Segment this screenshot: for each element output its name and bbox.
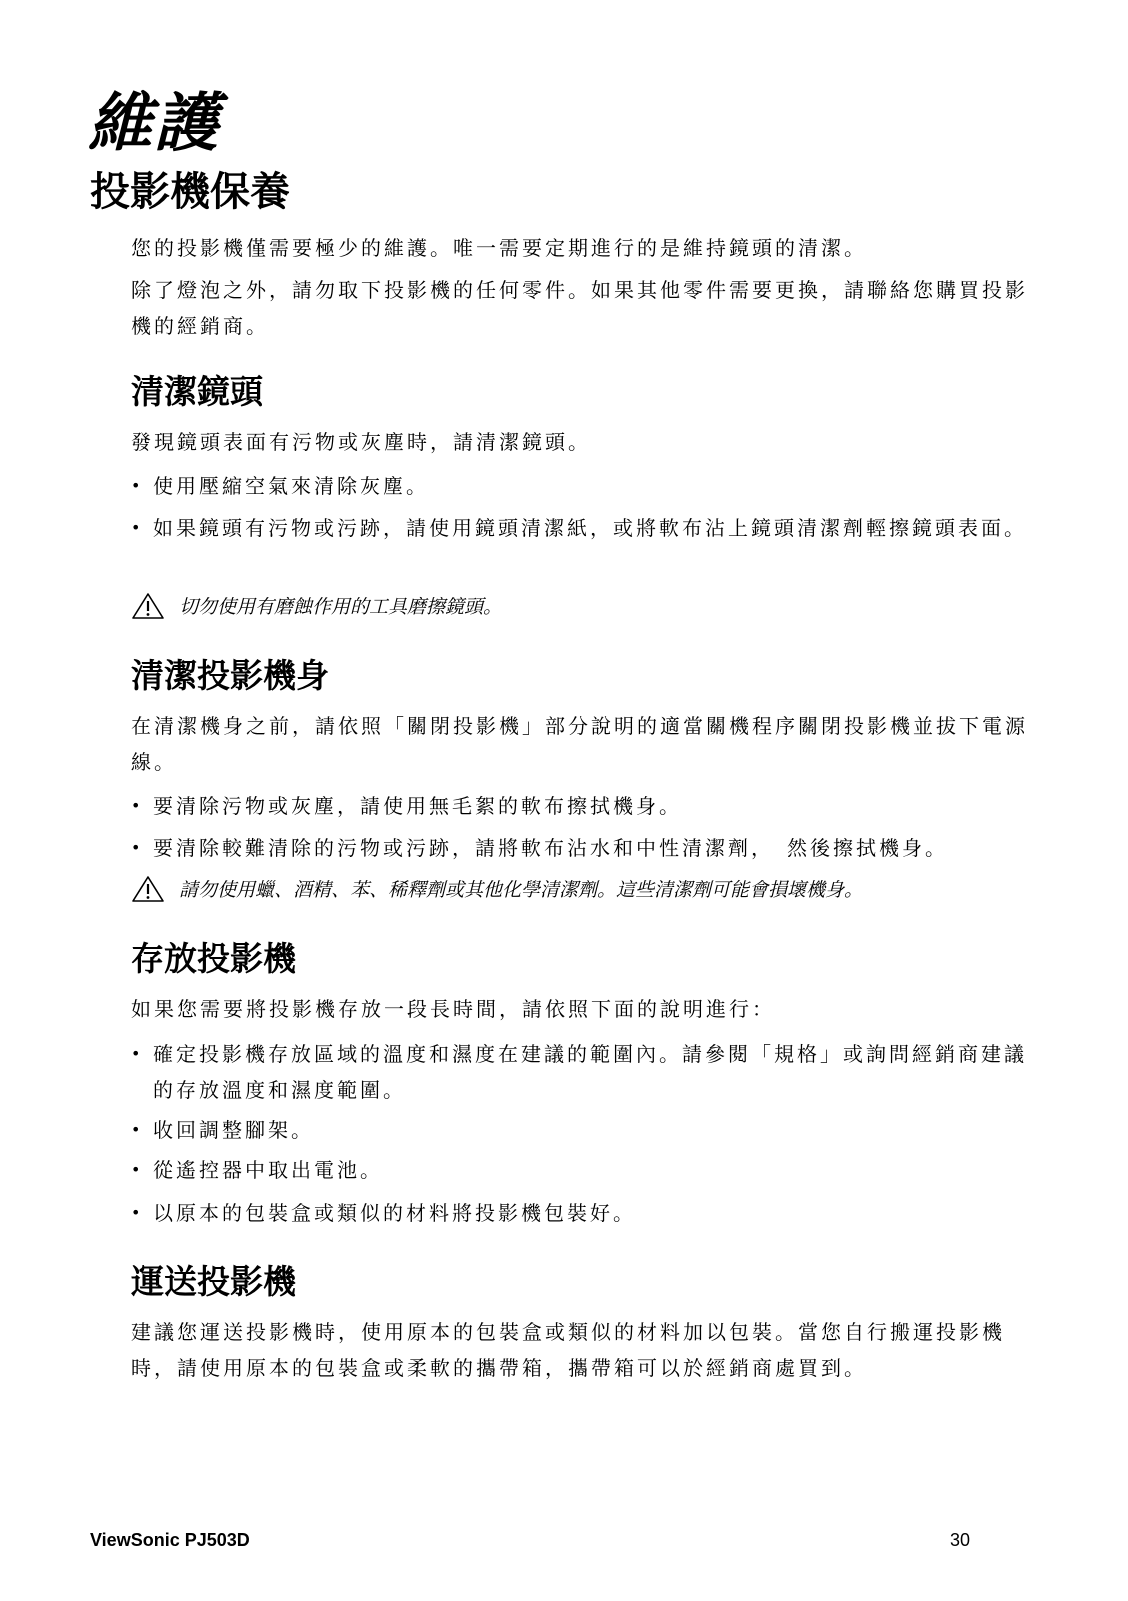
heading-clean-lens: 清潔鏡頭 — [131, 372, 263, 411]
list-item-text: 以原本的包裝盒或類似的材料將投影機包裝好。 — [153, 1201, 636, 1225]
care-paragraph-1: 您的投影機僅需要極少的維護。唯一需要定期進行的是維持鏡頭的清潔。 — [131, 236, 867, 260]
list-item — [131, 468, 1031, 504]
list-item — [131, 1195, 1031, 1231]
warning-text: 切勿使用有磨蝕作用的工具磨擦鏡頭。 — [179, 596, 503, 618]
transport-paragraph: 建議您運送投影機時，使用原本的包裝盒或類似的材料加以包裝。當您自行搬運投影機時，請使用原本的包裝盒或柔軟的攜帶箱，攜帶箱可以於經銷商處買到。 — [131, 1320, 1005, 1380]
page-title: 維護 — [88, 87, 220, 161]
bullet-marker: • — [131, 476, 141, 495]
bullet-marker: • — [131, 1160, 141, 1179]
body-intro: 在清潔機身之前，請依照「關閉投影機」部分說明的適當關機程序關閉投影機並拔下電源線。 — [131, 714, 1028, 774]
list-item — [131, 1112, 1031, 1148]
heading-transport: 運送投影機 — [131, 1262, 296, 1301]
warning-text: 請勿使用蠟、酒精、苯、稀釋劑或其他化學清潔劑。這些清潔劑可能會損壞機身。 — [179, 879, 864, 901]
bullet-marker: • — [131, 838, 141, 857]
storage-intro: 如果您需要將投影機存放一段長時間，請依照下面的說明進行： — [131, 997, 775, 1021]
list-item — [131, 830, 1031, 866]
bullet-marker: • — [131, 1044, 141, 1063]
footer-brand: ViewSonic PJ503D — [90, 1530, 250, 1550]
list-item — [131, 1036, 1031, 1108]
list-item — [131, 788, 1031, 824]
list-item — [131, 510, 1031, 546]
list-item — [131, 1152, 1031, 1188]
warning-triangle-icon — [131, 592, 165, 620]
bullet-marker: • — [131, 796, 141, 815]
bullet-marker: • — [131, 1120, 141, 1139]
list-item-text: 使用壓縮空氣來清除灰塵。 — [153, 474, 429, 498]
care-paragraph-2: 除了燈泡之外，請勿取下投影機的任何零件。如果其他零件需要更換，請聯絡您購買投影機的經銷商。 — [131, 278, 1028, 338]
heading-projector-care: 投影機保養 — [90, 169, 290, 215]
list-item-text: 要清除污物或灰塵，請使用無毛絮的軟布擦拭機身。 — [153, 794, 682, 818]
list-item-text: 收回調整腳架。 — [153, 1118, 314, 1142]
heading-clean-body: 清潔投影機身 — [131, 656, 329, 695]
warning-triangle-icon — [131, 875, 165, 903]
list-item-text: 從遙控器中取出電池。 — [153, 1158, 383, 1182]
page-number: 30 — [950, 1530, 971, 1550]
lens-intro: 發現鏡頭表面有污物或灰塵時，請清潔鏡頭。 — [131, 430, 591, 454]
list-item-text: 要清除較難清除的污物或污跡，請將軟布沾水和中性清潔劑， 然後擦拭機身。 — [153, 836, 948, 860]
bullet-marker: • — [131, 518, 141, 537]
bullet-marker: • — [131, 1203, 141, 1222]
list-item-text: 確定投影機存放區域的溫度和濕度在建議的範圍內。請參閱「規格」或詢問經銷商建議的存放溫度和濕度範圍。 — [153, 1042, 1027, 1102]
list-item-text: 如果鏡頭有污物或污跡，請使用鏡頭清潔紙，或將軟布沾上鏡頭清潔劑輕擦鏡頭表面。 — [153, 516, 1027, 540]
heading-storage: 存放投影機 — [131, 939, 296, 978]
